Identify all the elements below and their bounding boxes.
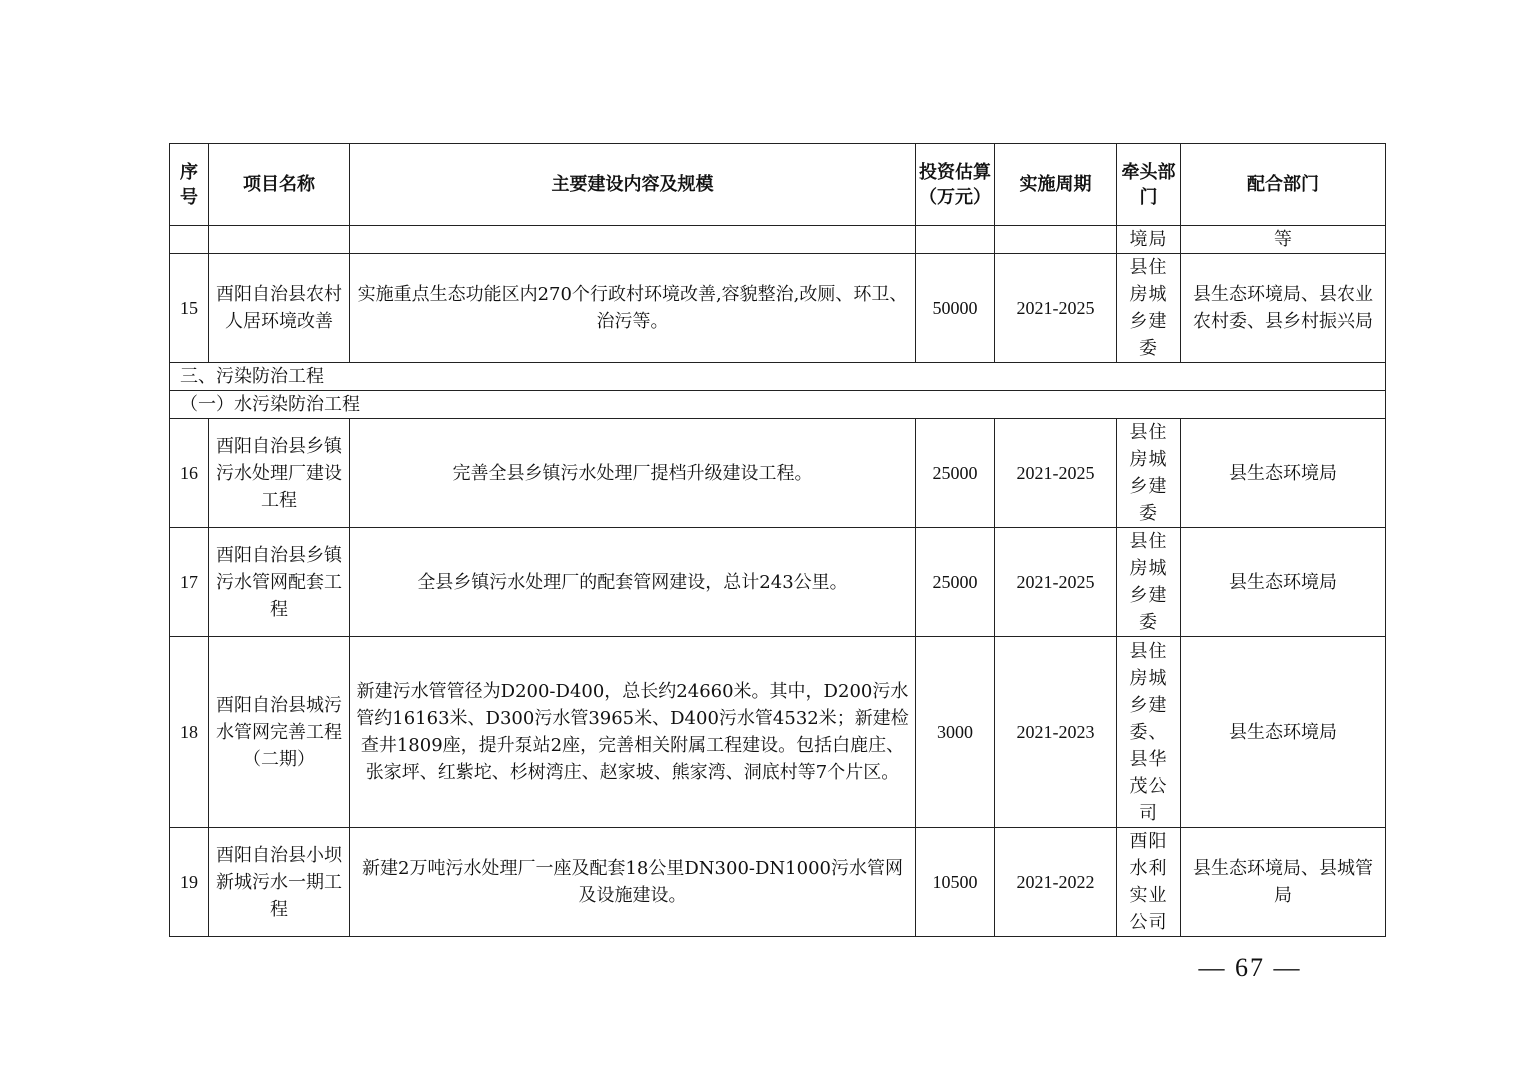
row-lead: 酉阳水利实业公司 <box>1117 828 1181 937</box>
table-row <box>170 419 1386 528</box>
row-period: 2021-2022 <box>995 828 1117 937</box>
table-row <box>170 637 1386 828</box>
row-partner: 县生态环境局、县城管局 <box>1181 828 1386 937</box>
row-seq: 18 <box>170 637 209 828</box>
row-lead: 县住房城乡建委 <box>1117 254 1181 363</box>
header-lead: 牵头部门 <box>1117 144 1181 226</box>
header-investment: 投资估算（万元） <box>916 144 995 226</box>
header-row <box>170 144 1386 226</box>
row-content: 全县乡镇污水处理厂的配套管网建设，总计243公里。 <box>350 528 916 637</box>
continuation-investment <box>916 226 995 254</box>
header-seq: 序号 <box>170 144 209 226</box>
row-name: 酉阳自治县城污水管网完善工程（二期） <box>209 637 350 828</box>
header-name: 项目名称 <box>209 144 350 226</box>
row-content: 新建2万吨污水处理厂一座及配套18公里DN300-DN1000污水管网及设施建设。 <box>350 828 916 937</box>
project-table <box>169 143 1386 937</box>
row-investment: 25000 <box>916 419 995 528</box>
row-name: 酉阳自治县小坝新城污水一期工程 <box>209 828 350 937</box>
row-content: 完善全县乡镇污水处理厂提档升级建设工程。 <box>350 419 916 528</box>
row-seq: 17 <box>170 528 209 637</box>
continuation-seq <box>170 226 209 254</box>
subsection-heading: （一）水污染防治工程 <box>170 391 1386 419</box>
table-row <box>170 528 1386 637</box>
section-heading: 三、污染防治工程 <box>170 363 1386 391</box>
row-period: 2021-2023 <box>995 637 1117 828</box>
row-name: 酉阳自治县农村人居环境改善 <box>209 254 350 363</box>
row-investment: 50000 <box>916 254 995 363</box>
header-content: 主要建设内容及规模 <box>350 144 916 226</box>
row-name: 酉阳自治县乡镇污水管网配套工程 <box>209 528 350 637</box>
row-investment: 3000 <box>916 637 995 828</box>
row-seq: 15 <box>170 254 209 363</box>
row-partner: 县生态环境局 <box>1181 419 1386 528</box>
row-content: 新建污水管管径为D200-D400，总长约24660米。其中，D200污水管约16163米、D300污水管3965米、D400污水管4532米；新建检查井1809座，提升泵站2座，完善相关附属工程建设。包括白鹿庄、张家坪、红紫坨、杉树湾庄、赵家坡、熊家湾、洞底村等7个片区。 <box>350 637 916 828</box>
row-lead: 县住房城乡建委、县华茂公司 <box>1117 637 1181 828</box>
continuation-partner: 等 <box>1181 226 1386 254</box>
page-number: — 67 — <box>1198 953 1302 982</box>
row-lead: 县住房城乡建委 <box>1117 528 1181 637</box>
row-investment: 10500 <box>916 828 995 937</box>
row-lead: 县住房城乡建委 <box>1117 419 1181 528</box>
row-seq: 19 <box>170 828 209 937</box>
subsection-row <box>170 391 1386 419</box>
continuation-content <box>350 226 916 254</box>
continuation-lead: 境局 <box>1117 226 1181 254</box>
continuation-period <box>995 226 1117 254</box>
table-row <box>170 254 1386 363</box>
row-partner: 县生态环境局、县农业农村委、县乡村振兴局 <box>1181 254 1386 363</box>
row-content: 实施重点生态功能区内270个行政村环境改善,容貌整治,改厕、环卫、治污等。 <box>350 254 916 363</box>
row-period: 2021-2025 <box>995 528 1117 637</box>
row-name: 酉阳自治县乡镇污水处理厂建设工程 <box>209 419 350 528</box>
header-period: 实施周期 <box>995 144 1117 226</box>
continuation-row <box>170 226 1386 254</box>
row-seq: 16 <box>170 419 209 528</box>
continuation-name <box>209 226 350 254</box>
table-row <box>170 828 1386 937</box>
header-partner: 配合部门 <box>1181 144 1386 226</box>
row-investment: 25000 <box>916 528 995 637</box>
row-period: 2021-2025 <box>995 254 1117 363</box>
row-partner: 县生态环境局 <box>1181 637 1386 828</box>
row-period: 2021-2025 <box>995 419 1117 528</box>
section-row <box>170 363 1386 391</box>
row-partner: 县生态环境局 <box>1181 528 1386 637</box>
